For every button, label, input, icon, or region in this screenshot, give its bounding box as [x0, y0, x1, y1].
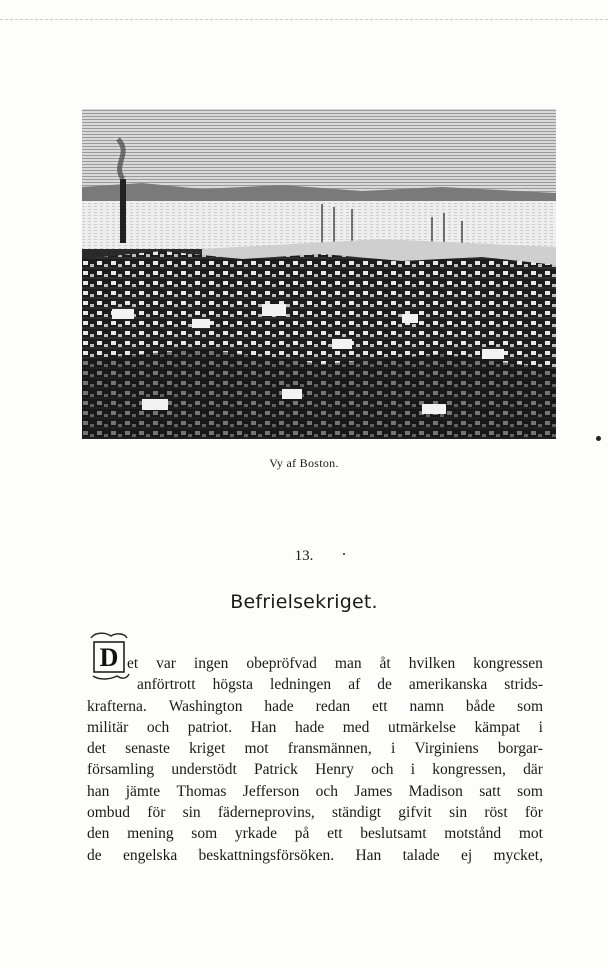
- word: patriot.: [187, 718, 233, 736]
- word: engelska: [122, 846, 178, 864]
- word: mening: [127, 825, 174, 843]
- word: man: [334, 655, 362, 672]
- word: och: [146, 718, 170, 736]
- figure-caption: Vy af Boston.: [269, 456, 339, 470]
- text-line: [87, 781, 543, 802]
- word: et: [127, 655, 139, 672]
- word: satt: [479, 782, 501, 800]
- word: fäderneprovins,: [217, 804, 315, 822]
- word: kongressen: [473, 655, 543, 672]
- word: Madison: [408, 782, 463, 800]
- word: som: [517, 697, 543, 715]
- word: kongressen,: [432, 761, 506, 779]
- word: talade: [402, 846, 440, 864]
- word: fransmännen,: [287, 740, 372, 758]
- text-line: [87, 653, 543, 674]
- word: de: [87, 846, 102, 864]
- word: motstånd: [444, 825, 502, 843]
- word: gifvit: [398, 804, 432, 822]
- word: kämpat: [474, 718, 521, 736]
- word: borgar-: [497, 740, 543, 758]
- word: beskattningsförsöken.: [198, 846, 335, 864]
- text-line: [87, 738, 543, 759]
- word: militär: [87, 718, 129, 736]
- text-line: [87, 802, 543, 823]
- word: röst: [484, 804, 508, 822]
- word: strids-: [504, 676, 543, 694]
- word: redan: [315, 697, 351, 715]
- text-line: [87, 845, 543, 866]
- word: och: [371, 761, 394, 779]
- word: anförtrott: [137, 676, 196, 694]
- word: Han: [250, 718, 277, 736]
- word: Han: [355, 846, 382, 864]
- word: mot: [518, 825, 543, 843]
- word: för: [524, 804, 543, 822]
- word: hade: [294, 718, 325, 736]
- chapter-title: Befrielsekriget.: [230, 591, 378, 613]
- word: ej: [460, 846, 473, 864]
- word: hade: [264, 697, 294, 715]
- word: namn: [409, 697, 444, 715]
- word: var: [156, 655, 176, 672]
- text-line: [87, 823, 543, 844]
- word: ett: [372, 697, 388, 715]
- word: Washington: [168, 697, 243, 715]
- word: ett: [327, 825, 343, 843]
- word: högsta: [212, 676, 254, 694]
- word: både: [465, 697, 496, 715]
- word: i: [390, 740, 396, 758]
- word: senaste: [125, 740, 170, 758]
- word: mot: [244, 740, 269, 758]
- word: i: [410, 761, 416, 779]
- body-paragraph: [87, 653, 543, 866]
- word: af: [348, 676, 361, 694]
- chapter-number: 13.: [294, 548, 314, 564]
- word: för: [147, 804, 166, 822]
- boston-engraving: [82, 109, 556, 439]
- word: det: [87, 740, 106, 758]
- text-line: [87, 717, 543, 738]
- word: Thomas: [176, 782, 227, 800]
- word: Virginiens: [414, 740, 479, 758]
- word: James: [354, 782, 393, 800]
- word: på: [294, 825, 310, 843]
- word: som: [191, 825, 218, 843]
- word: mycket,: [493, 846, 543, 864]
- word: de: [377, 676, 392, 694]
- word: krafterna.: [87, 697, 147, 715]
- word: ombud: [87, 804, 131, 822]
- word: ledningen: [270, 676, 332, 694]
- word: yrkade: [234, 825, 278, 843]
- word: församling: [87, 761, 155, 779]
- word: åt: [379, 655, 391, 672]
- word: beslutsamt: [360, 825, 427, 843]
- word: Jefferson: [242, 782, 300, 800]
- page-top-edge: [0, 19, 608, 20]
- text-line: [87, 696, 543, 717]
- ink-speck: [596, 436, 601, 441]
- dropcap-letter: D: [99, 643, 119, 672]
- word: där: [523, 761, 543, 779]
- word: understödt: [171, 761, 237, 779]
- word: utmärkelse: [387, 718, 456, 736]
- word: amerikanska: [408, 676, 488, 694]
- word: som: [517, 782, 543, 800]
- word: och: [315, 782, 339, 800]
- word: ingen: [193, 655, 229, 672]
- text-line: [87, 674, 543, 695]
- word: med: [342, 718, 370, 736]
- word: Henry: [315, 761, 354, 779]
- word: obepröfvad: [246, 655, 317, 672]
- text-line: [87, 759, 543, 780]
- word: sin: [449, 804, 468, 822]
- word: i: [538, 718, 543, 736]
- ink-speck: [343, 553, 345, 555]
- word: han: [87, 782, 110, 800]
- word: hvilken: [408, 655, 456, 672]
- word: kriget: [189, 740, 226, 758]
- word: Patrick: [254, 761, 298, 779]
- word: den: [87, 825, 110, 843]
- word: jämte: [125, 782, 161, 800]
- word: sin: [182, 804, 201, 822]
- word: ständigt: [331, 804, 382, 822]
